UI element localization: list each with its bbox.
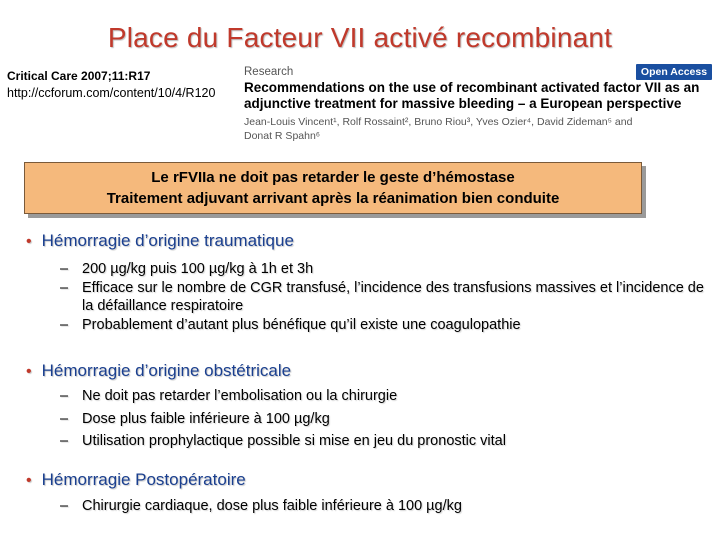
dash-icon: – bbox=[60, 279, 69, 296]
sub-list bbox=[60, 497, 710, 516]
key-message-callout bbox=[24, 162, 642, 214]
section-heading: • Hémorragie Postopératoire bbox=[26, 470, 246, 489]
list-item: – Dose plus faible inférieure à 100 µg/kg bbox=[60, 410, 330, 427]
dash-icon: – bbox=[60, 498, 69, 514]
callout-line-2: Traitement adjuvant arrivant après la réanimation bien conduite bbox=[106, 190, 560, 207]
list-item: – 200 µg/kg puis 100 µg/kg à 1h et 3h bbox=[60, 261, 314, 277]
article-type: Research bbox=[244, 66, 294, 78]
dash-icon: – bbox=[60, 433, 69, 449]
sub-list bbox=[60, 387, 710, 451]
list-item: – Chirurgie cardiaque, dose plus faible inférieure à 100 µg/kg bbox=[60, 498, 462, 514]
article-authors: Jean-Louis Vincent¹, Rolf Rossaint², Bruno Riou³, Yves Ozier⁴, David Zideman⁵ and Donat R Spahn⁶ bbox=[244, 116, 633, 142]
dash-icon: – bbox=[60, 261, 69, 277]
citation bbox=[7, 68, 242, 102]
list-item: – Utilisation prophylactique possible si mise en jeu du pronostic vital bbox=[60, 433, 506, 449]
bullet-icon: • bbox=[26, 472, 32, 489]
callout-line-1: Le rFVIIa ne doit pas retarder le geste d’hémostase bbox=[151, 169, 515, 186]
open-access-badge: Open Access bbox=[636, 64, 712, 80]
dash-icon: – bbox=[60, 316, 69, 333]
article-url: http://ccforum.com/content/10/4/R120 bbox=[7, 86, 216, 100]
list-item: – Ne doit pas retarder l’embolisation ou la chirurgie bbox=[60, 388, 398, 404]
list-item: – Probablement d’autant plus bénéfique qu’il existe une coagulopathie bbox=[60, 316, 521, 333]
journal-reference: Critical Care 2007;11:R17 bbox=[7, 69, 151, 83]
article-title: Recommendations on the use of recombinant activated factor VII as an adjunctive treatment for massive bleeding – a European perspective bbox=[244, 80, 700, 111]
list-item: – Efficace sur le nombre de CGR transfusé, l’incidence des transfusions massives et l’incidence de la défaillance respiratoire bbox=[60, 279, 704, 314]
dash-icon: – bbox=[60, 410, 69, 427]
dash-icon: – bbox=[60, 388, 69, 404]
bullet-icon: • bbox=[26, 233, 32, 250]
slide-title: Place du Facteur VII activé recombinant bbox=[107, 22, 613, 53]
bullet-icon: • bbox=[26, 363, 32, 380]
section-heading: • Hémorragie d’origine traumatique bbox=[26, 231, 294, 250]
section-heading: • Hémorragie d’origine obstétricale bbox=[26, 361, 292, 380]
sub-list bbox=[60, 260, 710, 334]
